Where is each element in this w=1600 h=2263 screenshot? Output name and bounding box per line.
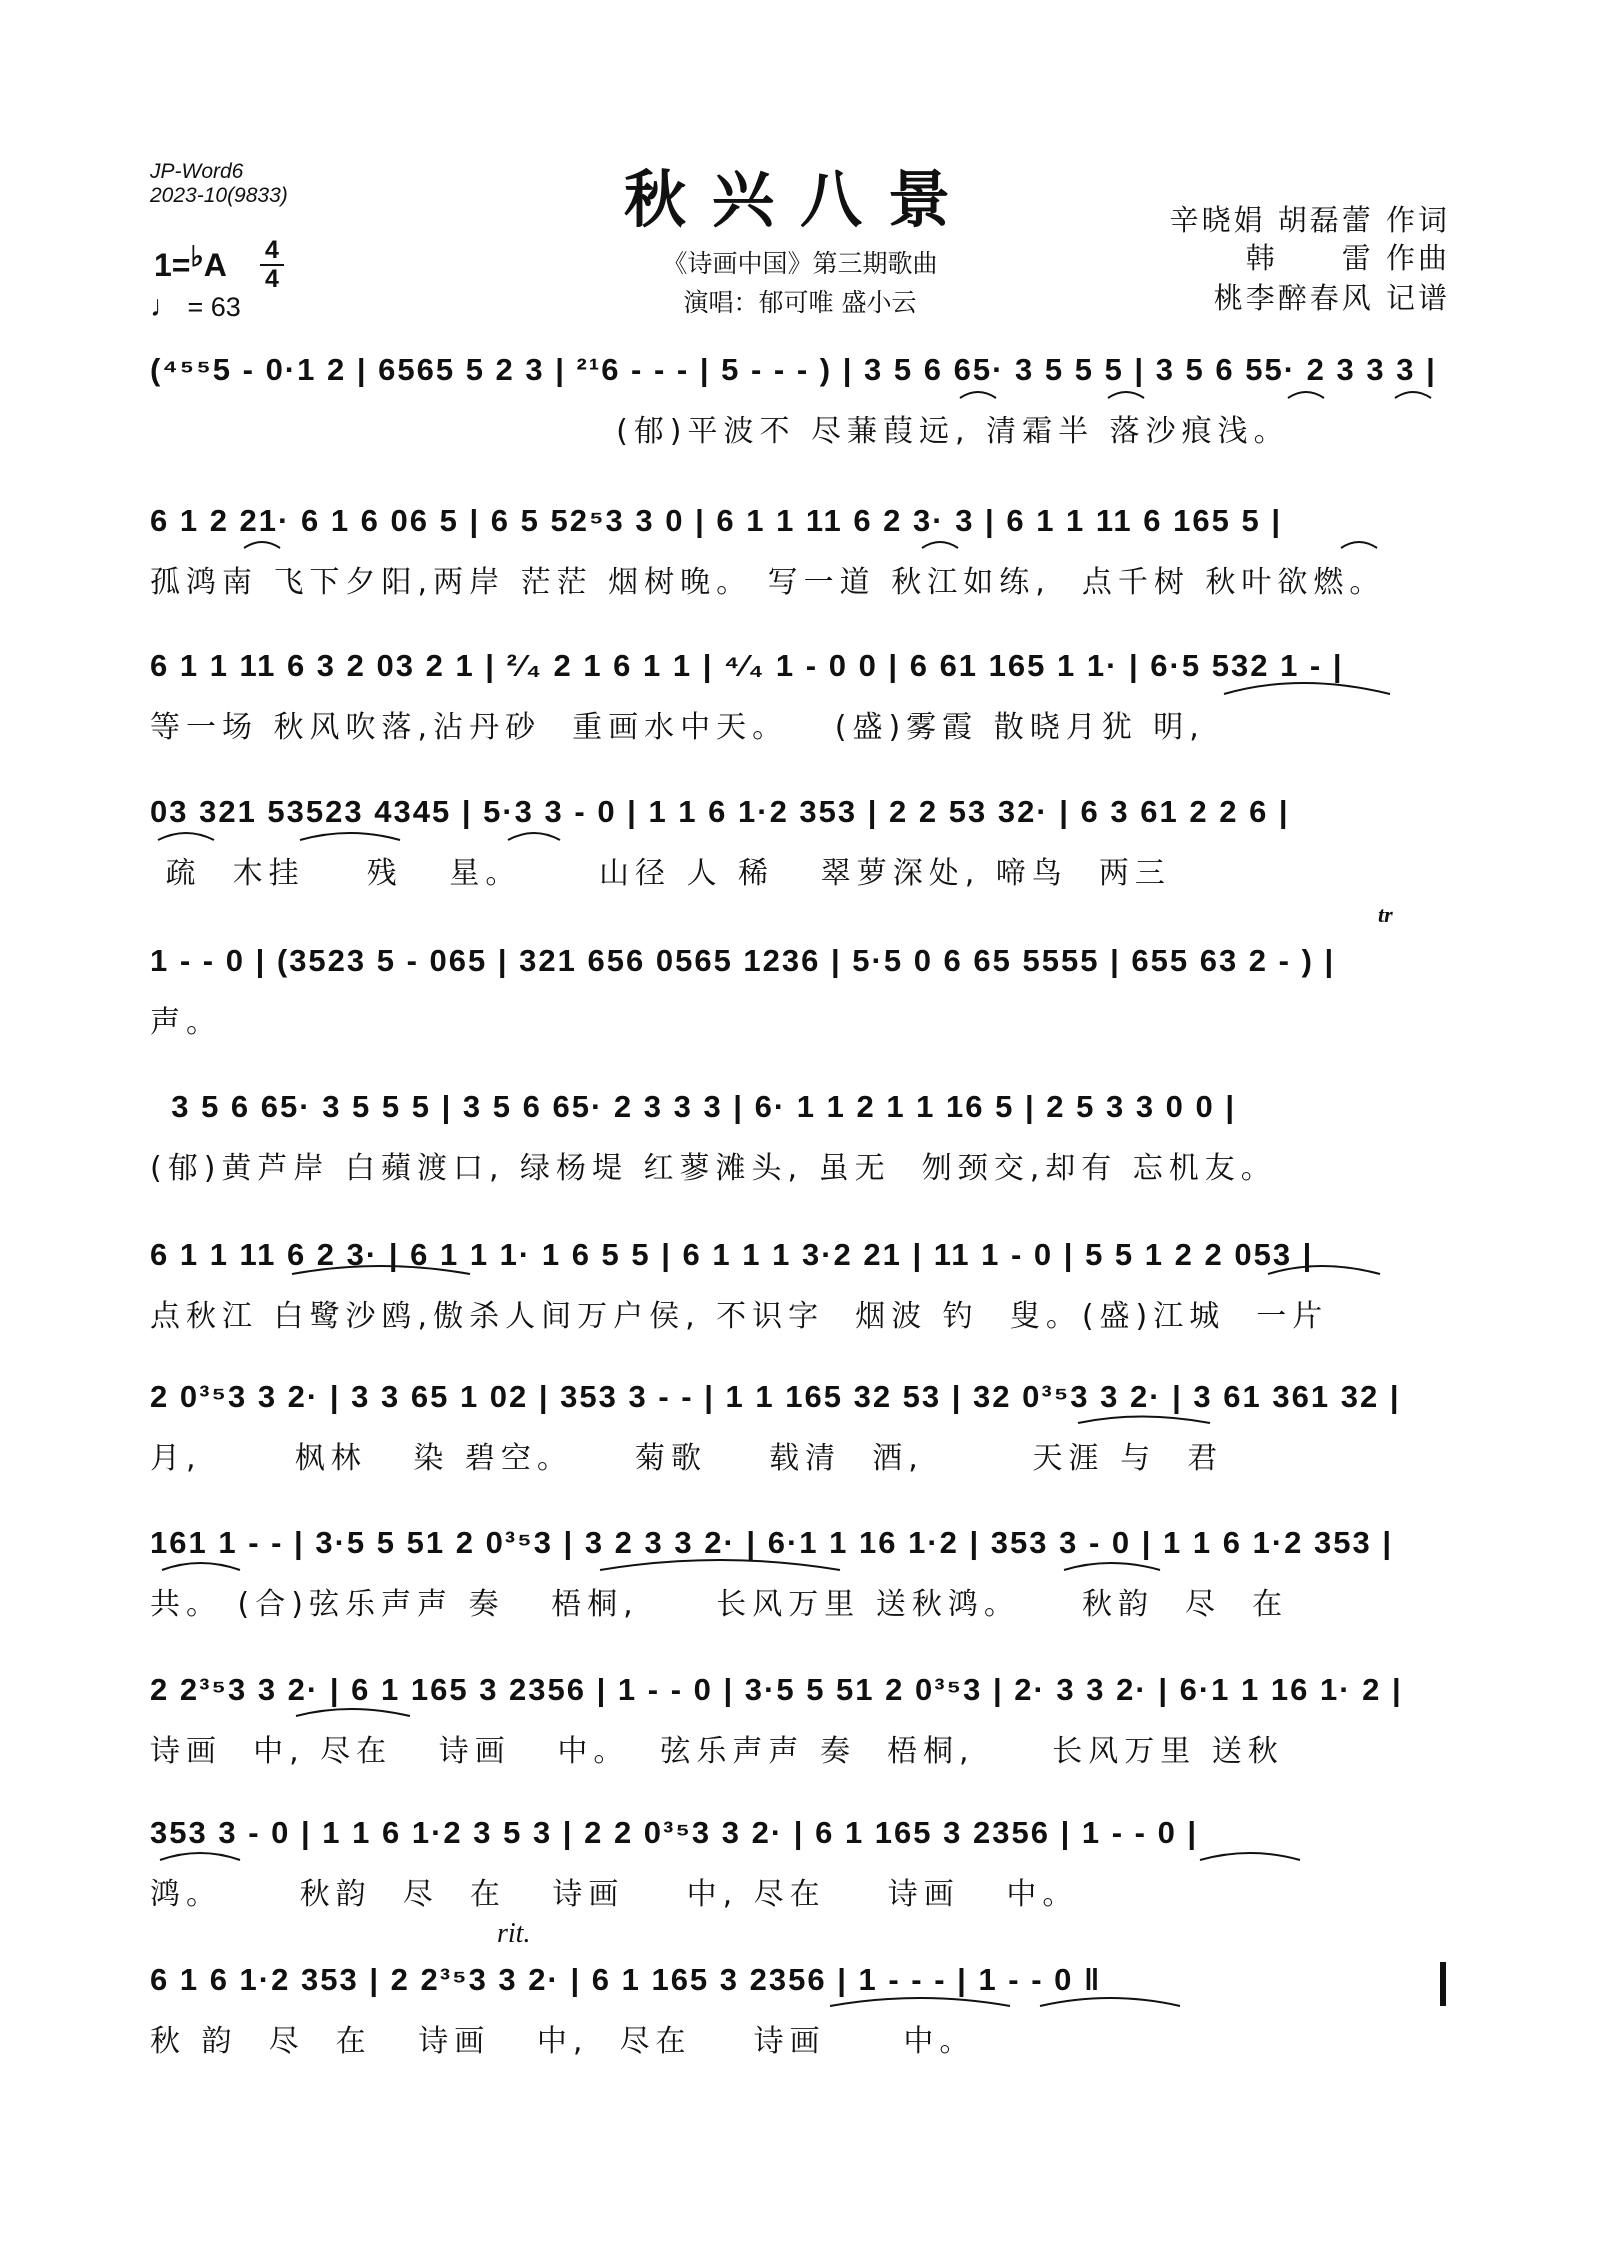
slur: [160, 1853, 240, 1860]
slur: [244, 542, 280, 548]
lyric-line: 鸿。 秋韵 尽 在 诗画 中, 尽在 诗画 中。: [150, 1877, 1079, 1912]
slur: [508, 833, 560, 840]
lyricist-credit: 辛晓娟 胡磊蕾 作词: [1169, 203, 1450, 237]
slur: [1268, 1266, 1380, 1274]
notation-line: 6 1 6 1·2 353 | 2 2³⁵3 3 2· | 6 1 165 3 2356 | 1 - - - | 1 - - 0 ‖: [150, 1962, 1102, 1997]
slur: [1395, 392, 1431, 398]
ritardando-marking: rit.: [497, 1918, 531, 1949]
song-title: 秋兴八景: [623, 163, 976, 236]
time-top: 4: [265, 236, 279, 264]
quarter-note-icon: ♩: [150, 290, 180, 323]
lyric-line: 声。: [150, 1005, 222, 1040]
lyric-line: 等一场 秋风吹落,沾丹砂 重画水中天。 (盛)雾霞 散晓月犹 明,: [150, 710, 1205, 745]
transcriber-credit: 桃李醉春风 记谱: [1213, 281, 1450, 315]
notation-line: 353 3 - 0 | 1 1 6 1·2 3 5 3 | 2 2 0³⁵3 3 2· | 6 1 165 3 2356 | 1 - - 0 |: [150, 1815, 1199, 1850]
slur: [1200, 1853, 1300, 1860]
lyric-line: 疏 木挂 残 星。 山径 人 稀 翠萝深处, 啼鸟 两三: [150, 856, 1171, 891]
performers: 演唱：郁可唯 盛小云: [683, 288, 917, 317]
slur: [922, 542, 958, 548]
notation-line: 6 1 2 21· 6 1 6 06 5 | 6 5 52⁵3 3 0 | 6 1 1 11 6 2 3· 3 | 6 1 1 11 6 165 5 |: [150, 503, 1282, 538]
subtitle: 《诗画中国》第三期歌曲: [662, 249, 938, 278]
lyric-line: 共。 (合)弦乐声声 奏 梧桐, 长风万里 送秋鸿。 秋韵 尽 在: [150, 1587, 1289, 1622]
slur: [300, 833, 400, 840]
lyric-line: (郁)黄芦岸 白蘋渡口, 绿杨堤 红蓼滩头, 虽无 刎颈交,却有 忘机友。: [150, 1151, 1277, 1186]
notation-line: 6 1 1 11 6 3 2 03 2 1 | ²⁄₄ 2 1 6 1 1 | ⁴⁄₄ 1 - 0 0 | 6 61 165 1 1· | 6·5 532 1 - |: [150, 648, 1344, 683]
slur: [1224, 683, 1390, 694]
slur: [960, 392, 996, 398]
slur: [1108, 392, 1144, 398]
trill-marking: tr: [1378, 902, 1393, 927]
slur: [830, 1998, 1010, 2006]
composer-credit: 韩 雷 作曲: [1245, 241, 1450, 275]
time-bottom: 4: [265, 265, 279, 293]
slur: [1288, 392, 1324, 398]
key-letter: A: [203, 247, 227, 283]
slur: [600, 1560, 840, 1570]
lyric-line: 点秋江 白鹭沙鸥,傲杀人间万户侯, 不识字 烟波 钓 叟。(盛)江城 一片: [150, 1299, 1329, 1334]
notation-line: 161 1 - - | 3·5 5 51 2 0³⁵3 | 3 2 3 3 2· | 6·1 1 16 1·2 | 353 3 - 0 | 1 1 6 1·2 353 |: [150, 1525, 1394, 1560]
notation-line: 1 - - 0 | (3523 5 - 065 | 321 656 0565 1236 | 5·5 0 6 65 5555 | 655 63 2 - ) |: [150, 943, 1336, 978]
key-prefix: 1=: [154, 247, 191, 283]
slur: [1078, 1417, 1210, 1424]
slur: [162, 1563, 240, 1570]
flat-sign: ♭: [190, 241, 204, 272]
lyric-line: 月, 枫林 染 碧空。 菊歌 载清 酒, 天涯 与 君: [150, 1441, 1224, 1476]
notation-line: 3 5 6 65· 3 5 5 5 | 3 5 6 65· 2 3 3 3 | 6· 1 1 2 1 1 16 5 | 2 5 3 3 0 0 |: [150, 1089, 1237, 1124]
notation-line: 2 0³⁵3 3 2· | 3 3 65 1 02 | 353 3 - - | 1 1 165 32 53 | 32 0³⁵3 3 2· | 3 61 361 32 |: [150, 1379, 1401, 1414]
slur: [1341, 542, 1377, 548]
lyric-line: 秋 韵 尽 在 诗画 中, 尽在 诗画 中。: [150, 2024, 976, 2059]
software-label: JP-Word6: [150, 160, 244, 183]
slur: [158, 833, 214, 840]
lyric-line: 诗画 中, 尽在 诗画 中。 弦乐声声 奏 梧桐, 长风万里 送秋: [150, 1734, 1284, 1769]
notation-line: (⁴⁵⁵5 - 0·1 2 | 6565 5 2 3 | ²¹6 - - - | 5 - - - ) | 3 5 6 65· 3 5 5 5 | 3 5 6 55· 2 3 3 3 |: [150, 352, 1437, 387]
slur: [296, 1709, 410, 1716]
slur: [292, 1266, 470, 1274]
final-barline: [1440, 1962, 1446, 2006]
lyric-line: (郁)平波不 尽蒹葭远, 清霜半 落沙痕浅。: [150, 414, 1290, 449]
lyric-line: 孤鸿南 飞下夕阳,两岸 茫茫 烟树晚。 写一道 秋江如练, 点千树 秋叶欲燃。: [150, 565, 1386, 600]
notation-line: 2 2³⁵3 3 2· | 6 1 165 3 2356 | 1 - - 0 | 3·5 5 51 2 0³⁵3 | 2· 3 3 2· | 6·1 1 16 1· 2 |: [150, 1672, 1403, 1707]
version-date: 2023-10(9833): [150, 184, 288, 207]
tempo-value: = 63: [187, 292, 241, 322]
slur: [1040, 1998, 1180, 2006]
notation-line: 03 321 53523 4345 | 5·3 3 - 0 | 1 1 6 1·2 353 | 2 2 53 32· | 6 3 61 2 2 6 |: [150, 794, 1290, 829]
notation-line: 6 1 1 11 6 2 3· | 6 1 1 1· 1 6 5 5 | 6 1 1 1 3·2 21 | 11 1 - 0 | 5 5 1 2 2 053 |: [150, 1237, 1314, 1272]
slur: [1064, 1563, 1160, 1570]
